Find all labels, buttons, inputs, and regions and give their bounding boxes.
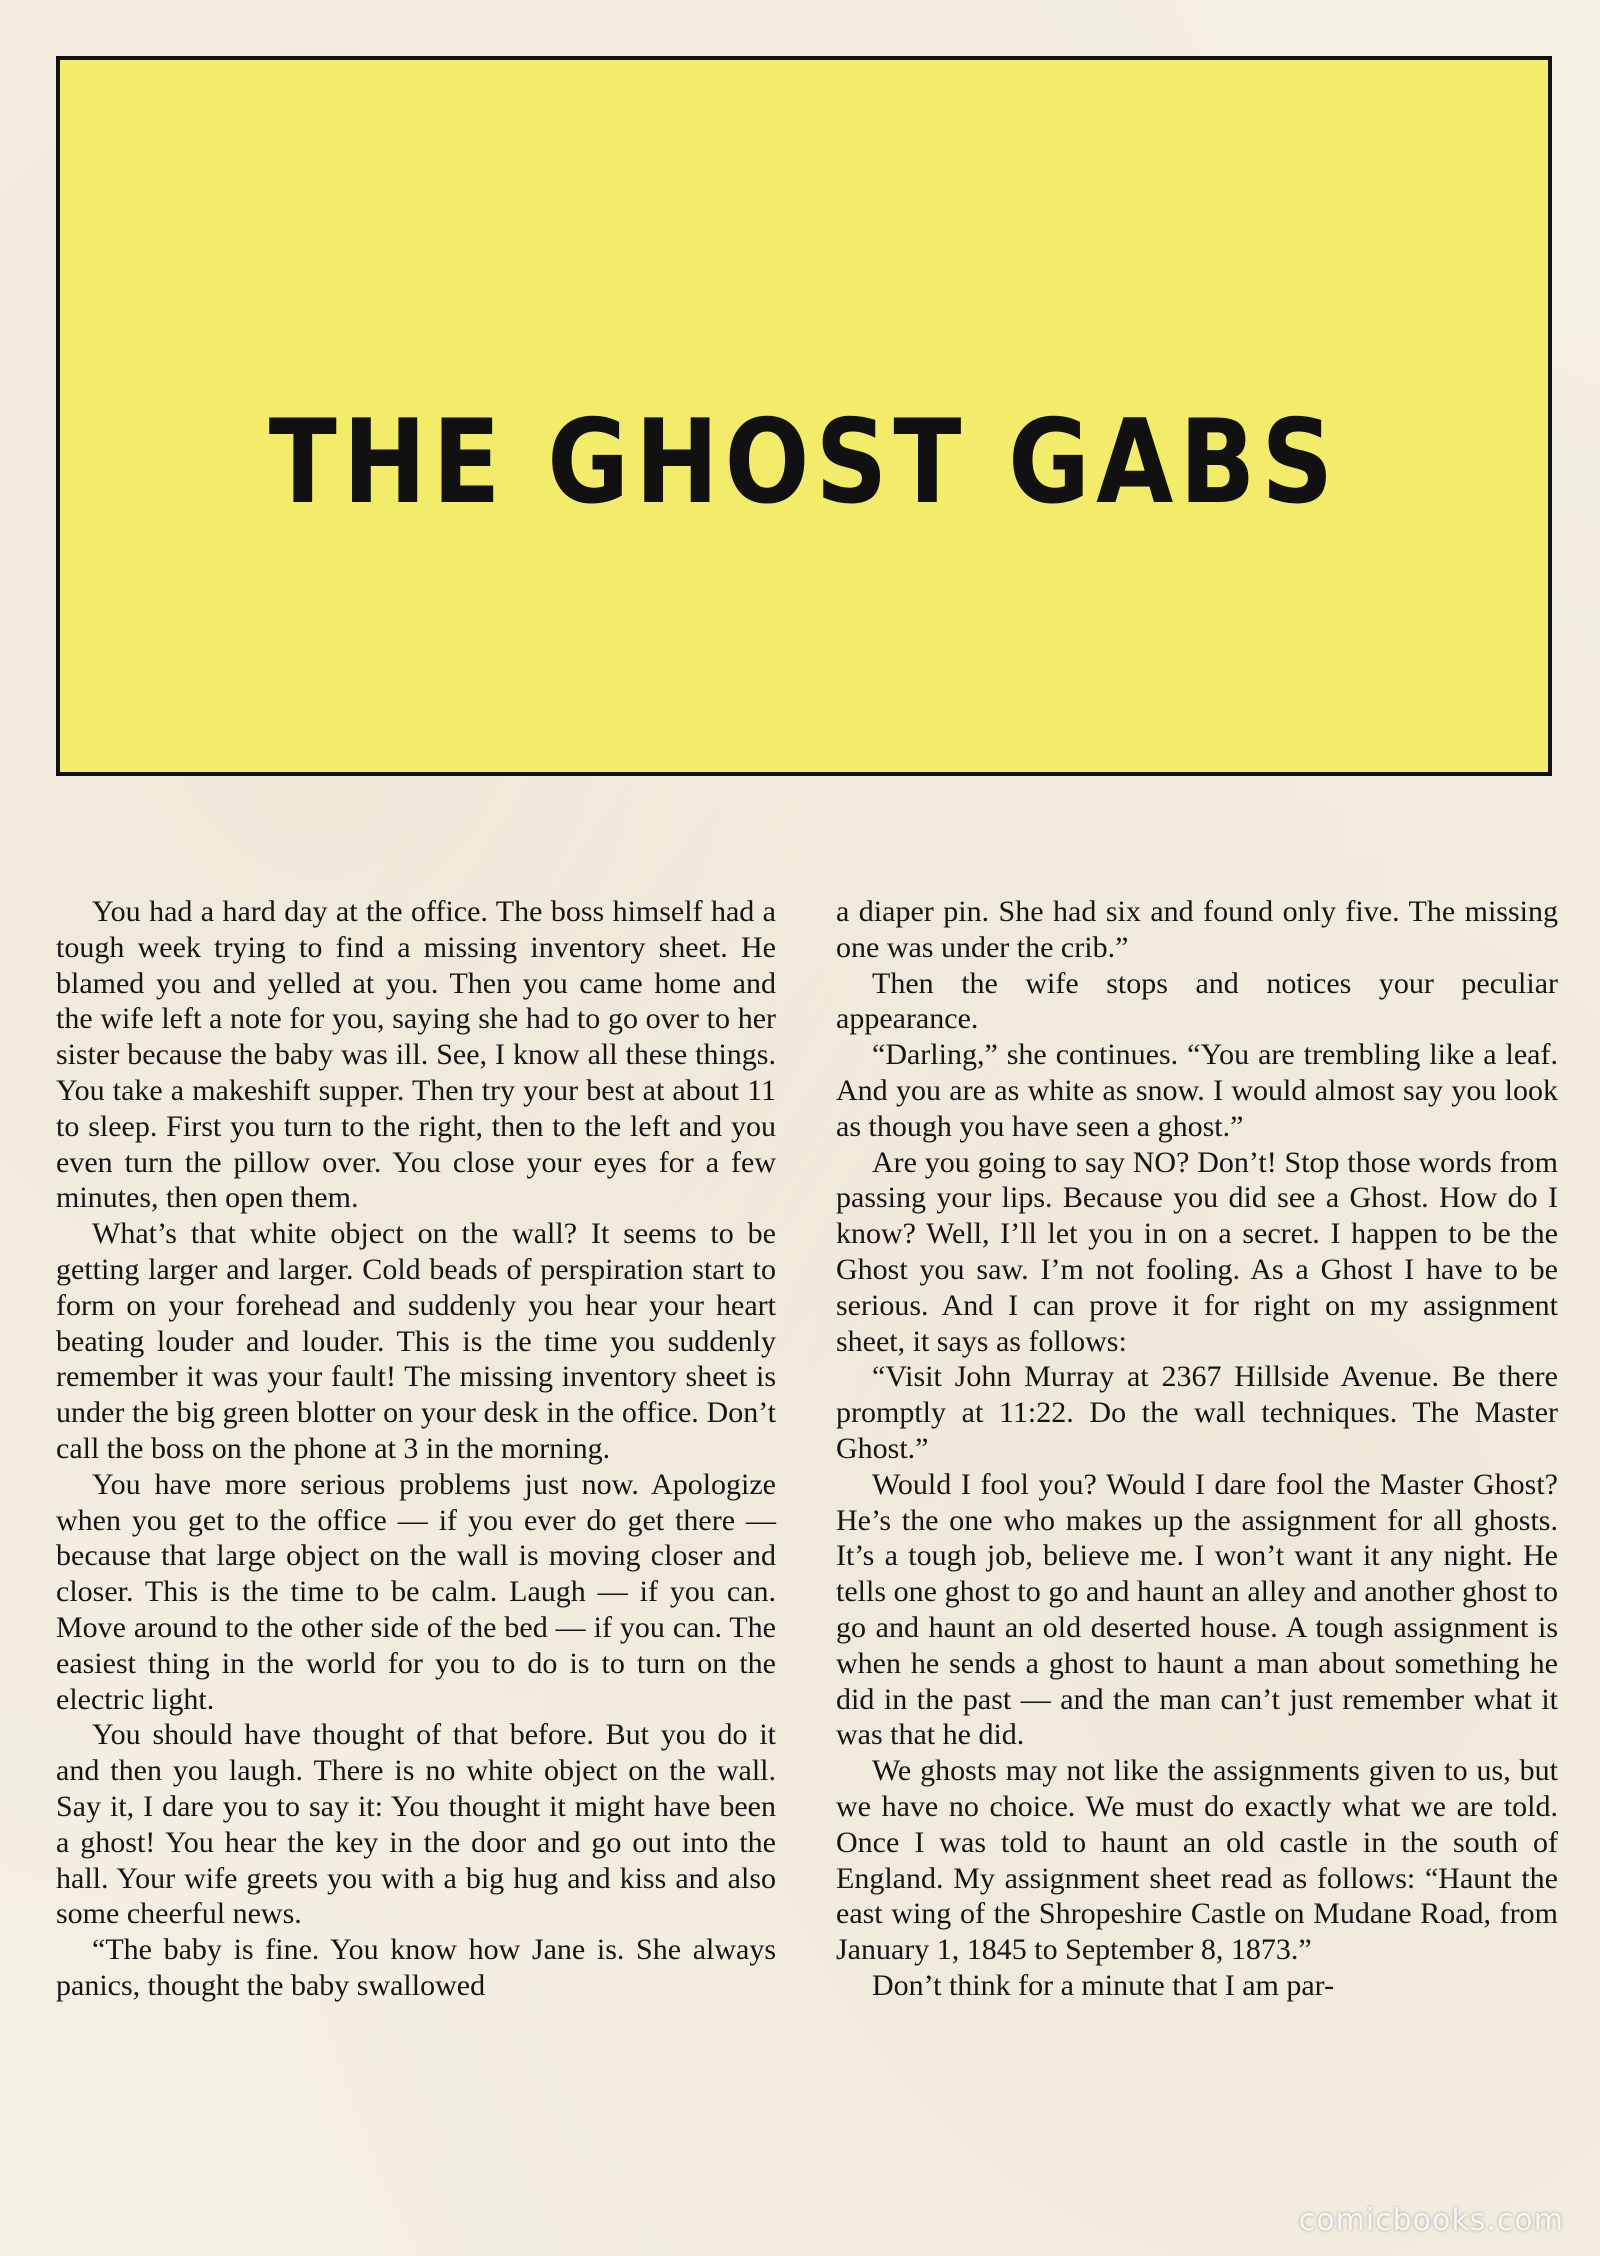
site-watermark: comicbooks.com — [1298, 2203, 1564, 2238]
paragraph: “The baby is fine. You know how Jane is. She always panics, thought the baby swallowed — [56, 1933, 776, 2002]
page-title: THE GHOST GABS — [268, 395, 1340, 530]
paragraph: You had a hard day at the office. The boss himself had a tough week trying to find a missing inventory sheet. He blamed you and yelled at you. Then you came home and the wife left a note for you, saying she had to go over to her sister because the baby was ill. See, I know all these things. You take a makeshift supper. Then try your best at about 11 to sleep. First you turn to the right, then to the left and you even turn the pillow over. You close your eyes for a few minutes, then open them. — [56, 895, 776, 1215]
paragraph: What’s that white object on the wall? It seems to be getting larger and larger. Cold beads of perspiration start to form on your forehead and suddenly you hear your heart beating louder and louder. This is the time you suddenly remember it was your fault! The missing inventory sheet is under the big green blotter on your desk in the office. Don’t call the boss on the phone at 3 in the morning. — [56, 1217, 776, 1465]
paragraph: “Visit John Murray at 2367 Hillside Avenue. Be there promptly at 11:22. Do the wall techniques. The Master Ghost.” — [836, 1360, 1558, 1465]
paragraph: Are you going to say NO? Don’t! Stop those words from passing your lips. Because you did see a Ghost. How do I know? Well, I’ll let you in on a secret. I happen to be the Ghost you saw. I’m not fooling. As a Ghost I have to be serious. And I can prove it for right on my assignment sheet, it says as follows: — [836, 1145, 1558, 1358]
paragraph: Would I fool you? Would I dare fool the Master Ghost? He’s the one who makes up the assignment for all ghosts. It’s a tough job, believe me. I won’t want it any night. He tells one ghost to go and haunt an alley and another ghost to go and haunt an old deserted house. A tough assignment is when he sends a ghost to haunt a man about something he did in the past — and the man can’t just remember what it was that he did. — [836, 1467, 1558, 1752]
left-text-column — [56, 894, 776, 2004]
paragraph: Then the wife stops and notices your peculiar appearance. — [836, 966, 1558, 1036]
paragraph: You have more serious problems just now. Apologize when you get to the office — if you ever do get there — because that large object on the wall is moving closer and closer. This is the time to be calm. Laugh — if you can. Move around to the other side of the bed — if you can. The easiest thing in the world for you to do is to turn on the electric light. — [56, 1467, 776, 1716]
paragraph: Don’t think for a minute that I am par- — [872, 1968, 1335, 2002]
paragraph: You should have thought of that before. But you do it and then you laugh. There is no white object on the wall. Say it, I dare you to say it: You thought it might have been a ghost! You hear the key in the door and go out into the hall. Your wife greets you with a big hug and kiss and also some cheerful news. — [56, 1718, 776, 1931]
paragraph-continuation: a diaper pin. She had six and found only five. The missing one was under the crib.” — [836, 895, 1558, 964]
paragraph: We ghosts may not like the assignments given to us, but we have no choice. We must do exactly what we are told. Once I was told to haunt an old castle in the south of England. My assignment sheet read as follows: “Haunt the east wing of the Shropeshire Castle on Mudane Road, from January 1, 1845 to September 8, 1873.” — [836, 1754, 1558, 1967]
right-text-column — [836, 894, 1558, 2004]
title-panel — [56, 56, 1552, 776]
paragraph: “Darling,” she continues. “You are trembling like a leaf. And you are as white as snow. I would almost say you look as though you have seen a ghost.” — [836, 1038, 1558, 1143]
